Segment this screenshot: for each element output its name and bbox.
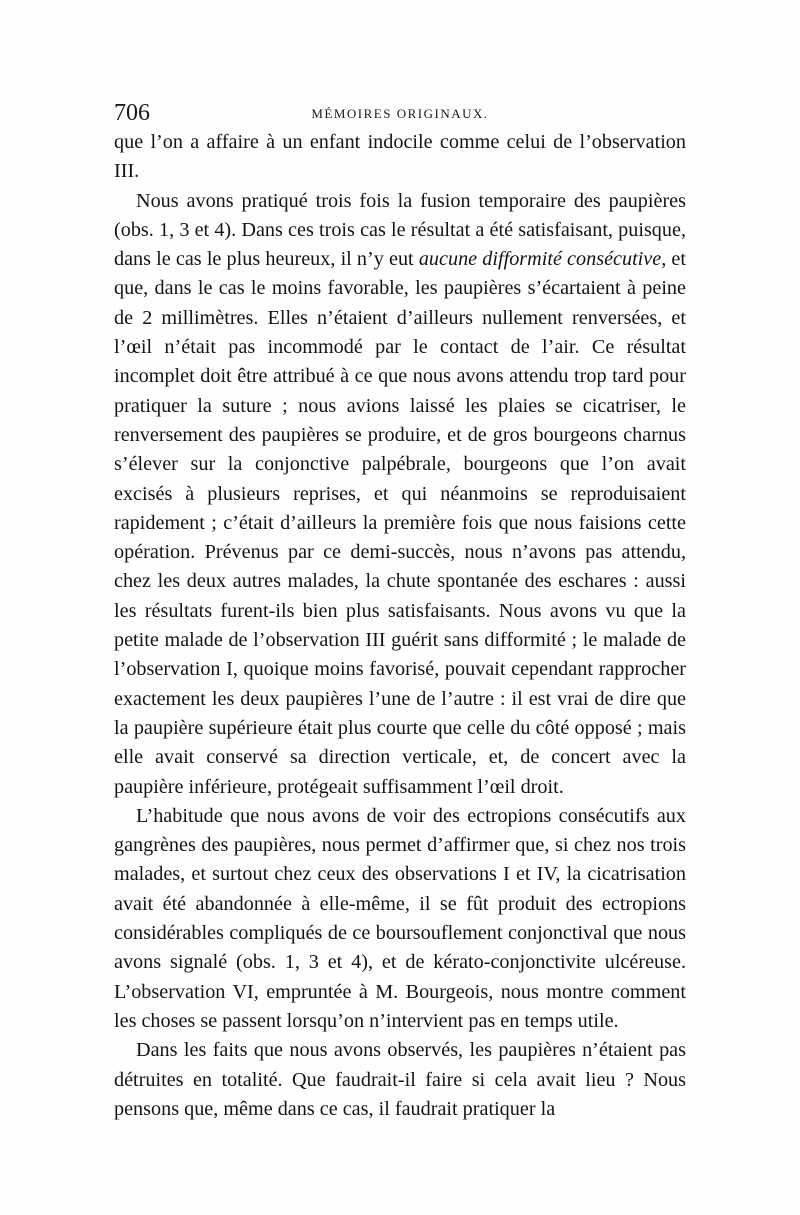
italic-phrase: aucune difformité consécutive [418,248,662,271]
paragraph-ectropions [114,802,686,1036]
page-number: 706 [114,100,150,126]
paragraph-continuation [114,128,686,187]
paragraph-text: L’habitude que nous avons de voir des ectropions consécutifs aux gangrènes des paupières, nous permet d’affirmer que, si chez nos trois malades, et surtout chez ceux des observations I et IV, la cicatrisation avait été abandonnée à elle-même, il se fût produit des ectropions considérables compliqués de ce boursouflement conjonctival que nous avons signalé (obs. 1, 3 et 4), et de kérato-conjonctivite ulcéreuse. L’observation VI, empruntée à M. Bourgeois, nous montre comment les choses se passent lorsqu’on n’intervient pas en temps utile. [114,804,686,1032]
paragraph-text: que l’on a affaire à un enfant indocile comme celui de l’observation III. [114,131,686,183]
paragraph-text: Dans les faits que nous avons observés, les paupières n’étaient pas détruites en totalité. Que faudrait-il faire si cela avait lieu ? Nous pensons que, même dans ce cas, il faudrait pratiquer la [114,1039,686,1120]
running-head [114,98,686,128]
paragraph-text: Nous avons pratiqué trois fois la fusion temporaire des paupières (obs. 1, 3 et 4). Dans ces trois cas le résultat a été satisfaisant, puisque, dans le cas le plus heureux, il n’y eut [114,189,686,271]
paragraph-total-destruction [114,1036,686,1124]
body-text [114,128,686,1124]
paragraph-temporary-fusion [114,187,686,802]
running-title: MÉMOIRES ORIGINAUX. [311,106,489,121]
paragraph-text: , et que, dans le cas le moins favorable, les paupières s’écartaient à peine de 2 millimètres. Elles n’étaient d’ailleurs nullement renversées, et l’œil n’était pas incommodé par le contact de l’air. Ce résultat incomplet doit être attribué à ce que nous avons attendu trop tard pour pratiquer la suture ; nous avions laissé les plaies se cicatriser, le renversement des paupières se produire, et de gros bourgeons charnus s’élever sur la conjonctive palpébrale, bourgeons que l’on avait excisés à plusieurs reprises, et qui néanmoins se reproduisaient rapidement ; c’était d’ailleurs la première fois que nous faisions cette opération. Prévenus par ce demi-succès, nous n’avons pas attendu, chez les deux autres malades, la chute spontanée des eschares : aussi les résultats furent-ils bien plus satisfaisants. Nous avons vu que la petite malade de l’observation III guérit sans difformité ; le malade de l’observation I, quoique moins favorisé, pouvait cependant rapprocher exactement les deux paupières l’une de l’autre : il est vrai de dire que la paupière supérieure était plus courte que celle du côté opposé ; mais elle avait conservé sa direction verticale, et, de concert avec la paupière inférieure, protégeait suffisamment l’œil droit. [114,248,686,798]
